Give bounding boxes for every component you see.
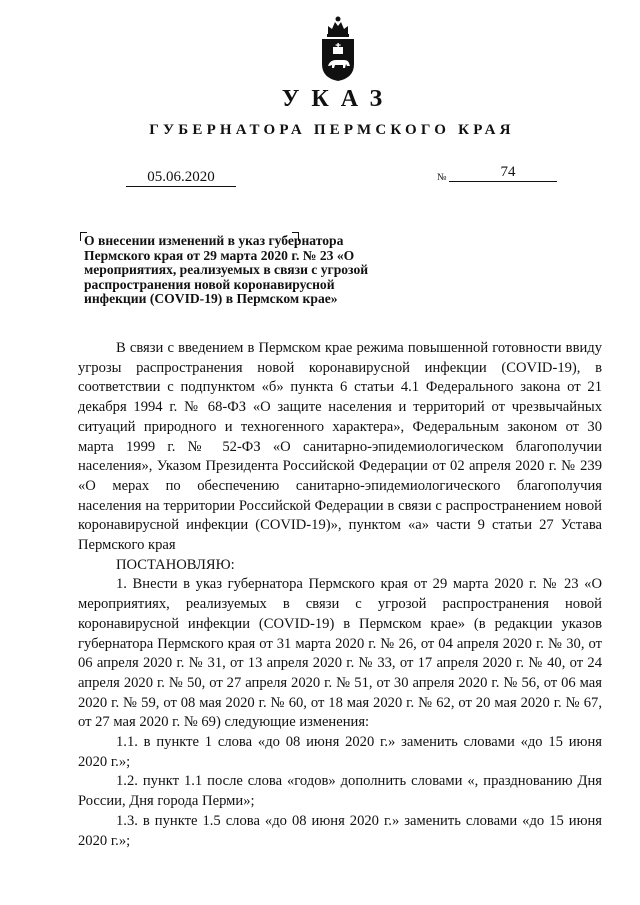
document-subject: О внесении изменений в указ губернатора Пермского края от 29 марта 2020 г. № 23 «О мероприятиях, реализуемых в связи с угрозой распространения новой коронавирусной инфекции (COVID-19) в Пермском крае» xyxy=(84,233,369,306)
body-paragraph: 1. Внести в указ губернатора Пермского края от 29 марта 2020 г. № 23 «О мероприятиях, реализуемых в связи с угрозой распространения новой коронавирусной инфекции (COVID-19) в Пермском крае» (в редакции указов губернатора Пермского края от 31 марта 2020 г. № 26, от 04 апреля 2020 г. № 30, от 06 апреля 2020 г. № 31, от 13 апреля 2020 г. № 33, от 17 апреля 2020 г. № 40, от 24 апреля 2020 г. № 50, от 27 апреля 2020 г. № 51, от 30 апреля 2020 г. № 56, от 06 мая 2020 г. № 59, от 08 мая 2020 г. № 60, от 18 мая 2020 г. № 62, от 20 мая 2020 г. № 67, от 27 мая 2020 г. № 69) следующие изменения: xyxy=(78,576,602,731)
body-paragraph: 1.2. пункт 1.1 после слова «годов» дополнить словами «, празднованию Дня России, Дня города Перми»; xyxy=(78,773,602,810)
body-paragraph: 1.3. в пункте 1.5 слова «до 08 июня 2020 г.» заменить словами «до 15 июня 2020 г.»; xyxy=(78,812,602,849)
number-label: № xyxy=(437,172,447,183)
body-paragraph: В связи с введением в Пермском крае режима повышенной готовности ввиду угрозы распространения новой коронавирусной инфекции (COVID-19), в соответствии с подпунктом «б» пункта 6 статьи 4.1 Федерального закона от 21 декабря 1994 г. № 68-ФЗ «О защите населения и территорий от чрезвычайных ситуаций природного и техногенного характера», Федеральным законом от 30 марта 1999 г. № 52-ФЗ «О санитарно-эпидемиологическом благополучии населения», Указом Президента Российской Федерации от 02 апреля 2020 г. № 239 «О мерах по обеспечению санитарно-эпидемиологического благополучия населения на территории Российской Федерации в связи с распространением новой коронавирусной инфекции (COVID-19)», пунктом «а» части 9 статьи 27 Устава Пермского края xyxy=(78,340,602,554)
body-paragraph: 1.1. в пункте 1 слова «до 08 июня 2020 г.» заменить словами «до 15 июня 2020 г.»; xyxy=(78,734,602,770)
body-paragraph: ПОСТАНОВЛЯЮ: xyxy=(116,556,235,573)
coat-of-arms-icon xyxy=(318,14,358,82)
document-issuer: ГУБЕРНАТОРА ПЕРМСКОГО КРАЯ xyxy=(149,122,515,138)
document-number: 74 xyxy=(449,163,557,182)
document-date: 05.06.2020 xyxy=(126,168,236,187)
document-title: УКАЗ xyxy=(281,86,395,112)
document-body xyxy=(78,339,602,851)
